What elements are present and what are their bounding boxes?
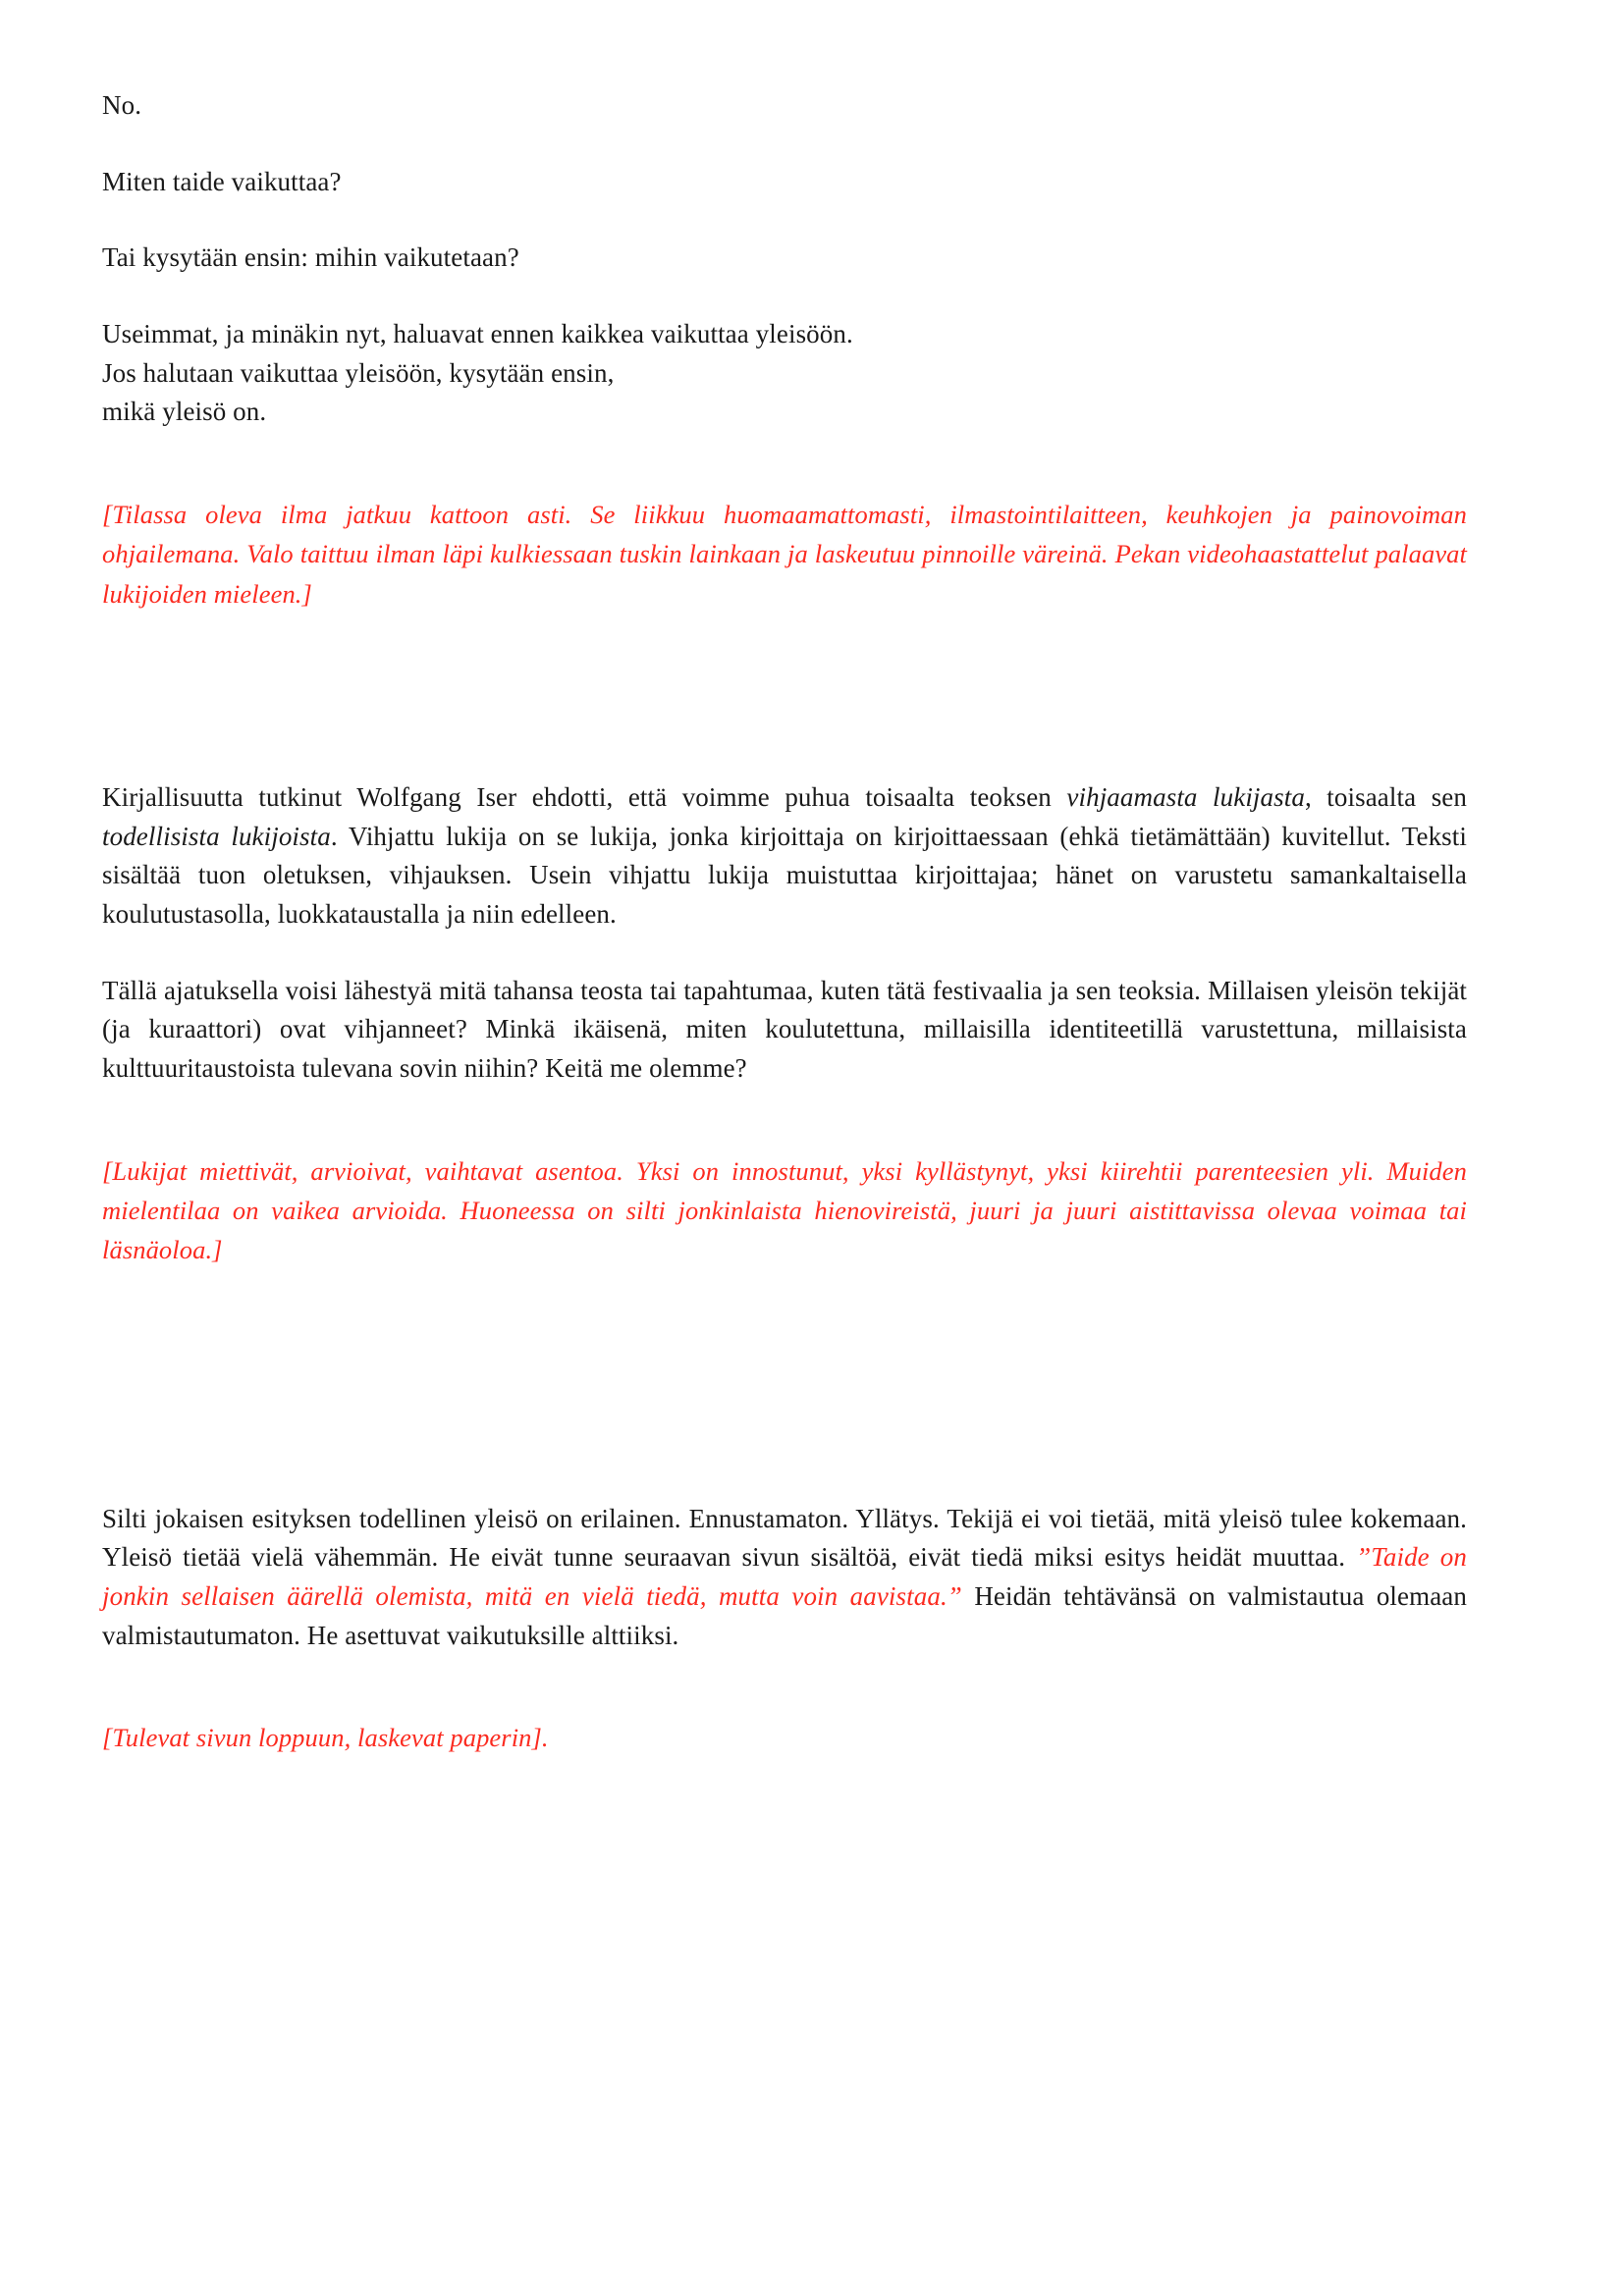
paragraph-festival	[102, 972, 1467, 1089]
spacer	[102, 1126, 1467, 1151]
text-segment: , toisaalta sen	[1304, 781, 1467, 812]
stage-direction-2	[102, 1151, 1467, 1270]
spacer	[102, 1692, 1467, 1718]
spacer	[102, 1308, 1467, 1500]
paragraph-audience-lines	[102, 315, 1467, 432]
inline-quote: ”Taide on jonkin sellaisen äärellä olemista, mitä en vielä tiedä, mutta voin aavistaa.”	[102, 1542, 1467, 1611]
paragraph-text	[102, 778, 1467, 934]
emphasis-implied-reader: vihjaamasta lukijasta	[1066, 781, 1305, 812]
emphasis-real-readers: todellisista lukijoista	[102, 821, 331, 851]
stage-direction-3	[102, 1718, 1467, 1757]
spacer	[102, 651, 1467, 778]
spacer	[102, 469, 1467, 495]
paragraph-text	[102, 1500, 1467, 1656]
paragraph-text: No.	[102, 90, 142, 120]
stage-direction-1	[102, 495, 1467, 614]
stage-direction-text: [Tilassa oleva ilma jatkuu kattoon asti. Se liikkuu huomaamattomasti, ilmastointilaitteen, keuhkojen ja painovoiman ohjailemana. Valo taittuu ilman läpi kulkiessaan tuskin lainkaan ja laskeutuu pinnoille väreinä. Pekan videohaastattelut palaavat lukijoiden mieleen.]	[102, 500, 1467, 609]
paragraph-line-2: Jos halutaan vaikuttaa yleisöön, kysytään ensin,	[102, 357, 615, 388]
text-segment: . Vihjattu lukija on se lukija, jonka kirjoittaja on kirjoittaessaan (ehkä tietämättään) kuvitellut. Teksti sisältää tuon oletuksen, vihjauksen. Usein vihjattu lukija muistuttaa kirjoittajaa; hänet on varustetu samankaltaisella koulutustasolla, luokkataustalla ja niin edelleen.	[102, 821, 1467, 929]
paragraph-question-2	[102, 239, 1467, 278]
text-segment: Kirjallisuutta tutkinut Wolfgang Iser ehdotti, että voimme puhua toisaalta teoksen	[102, 781, 1067, 812]
paragraph-real-audience	[102, 1500, 1467, 1656]
paragraph-text: Miten taide vaikuttaa?	[102, 166, 342, 196]
paragraph-line-1: Useimmat, ja minäkin nyt, haluavat ennen kaikkea vaikuttaa yleisöön.	[102, 319, 853, 349]
stage-direction-text: [Lukijat miettivät, arvioivat, vaihtavat asentoa. Yksi on innostunut, yksi kyllästynyt, yksi kiirehtii parenteesien yli. Muiden mielentilaa on vaikea arvioida. Huoneessa on silti jonkinlaista hienovireistä, juuri ja juuri aistittavissa olevaa voimaa tai läsnäoloa.]	[102, 1155, 1467, 1265]
document-body	[102, 86, 1467, 1758]
text-segment: Silti jokaisen esityksen todellinen yleisö on erilainen. Ennustamaton. Yllätys. Tekijä ei voi tietää, mitä yleisö tulee kokemaan. Yleisö tietää vielä vähemmän. He eivät tunne seuraavan sivun sisältöä, eivät tiedä miksi esitys heidät muuttaa.	[102, 1503, 1467, 1573]
paragraph-line-3: mikä yleisö on.	[102, 397, 267, 427]
paragraph-iser	[102, 778, 1467, 934]
paragraph-text: Tällä ajatuksella voisi lähestyä mitä tahansa teosta tai tapahtumaa, kuten tätä festivaalia ja sen teoksia. Millaisen yleisön tekijät (ja kuraattori) ovat vihjanneet? Minkä ikäisenä, miten koulutettuna, millaisilla identiteetillä varustettuna, millaisista kulttuuritaustoista tulevana sovin niihin? Keitä me olemme?	[102, 975, 1467, 1084]
paragraph-question-1	[102, 163, 1467, 202]
paragraph-text: Tai kysytään ensin: mihin vaikutetaan?	[102, 242, 519, 273]
paragraph-no	[102, 86, 1467, 126]
text-segment: Heidän tehtävänsä on valmistautua olemaan valmistautumaton. He asettuvat vaikutuksille alttiiksi.	[102, 1580, 1467, 1650]
stage-direction-text: [Tulevat sivun loppuun, laskevat paperin].	[102, 1723, 549, 1753]
